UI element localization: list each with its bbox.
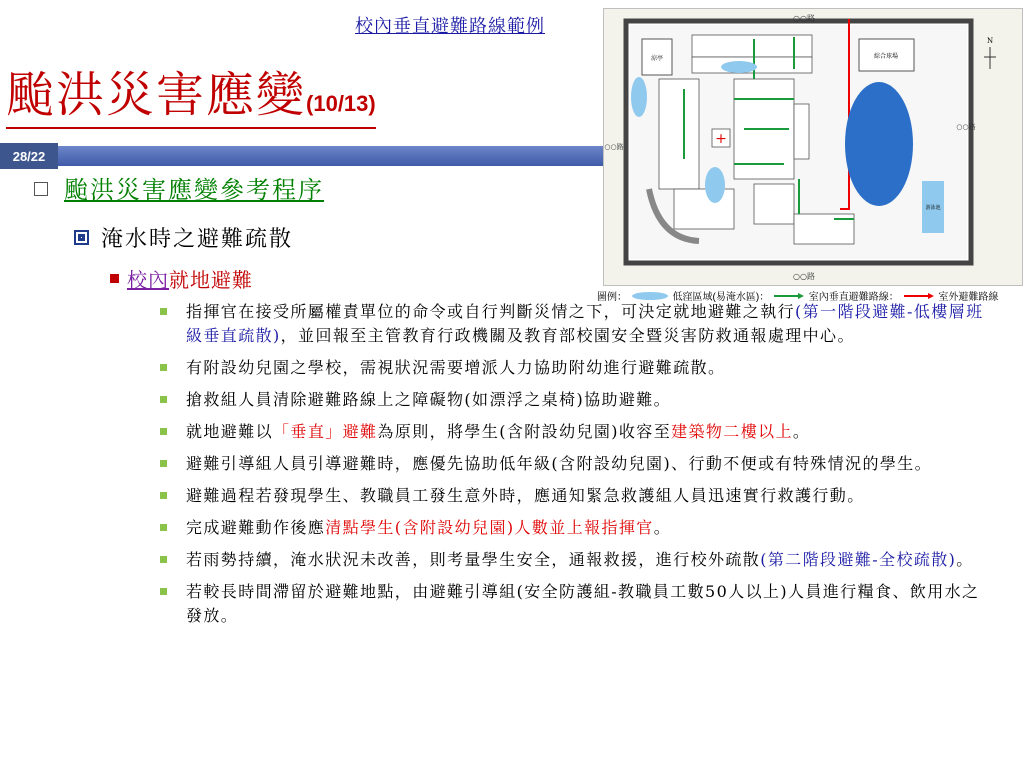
flood-zone-left [631, 77, 647, 117]
procedure-bullet-item [160, 516, 990, 540]
gate-label: 涼亭 [650, 55, 664, 62]
campus-evacuation-map [603, 8, 1023, 286]
procedure-bullet-item [160, 548, 990, 572]
hollow-square-bullet-icon [34, 182, 48, 196]
red-square-bullet-icon [110, 274, 119, 283]
subsection-heading-text: 淹水時之避難疏散 [101, 227, 294, 252]
bullet-text-segment: 。 [956, 550, 974, 569]
bullet-text-segment: (第二階段避難-全校疏散) [760, 550, 957, 569]
road-bottom-label: ○○路 [793, 272, 815, 281]
procedure-bullet-item [160, 300, 990, 348]
subsection-heading [74, 222, 293, 253]
procedure-bullet-item [160, 356, 990, 380]
compass-icon [984, 47, 996, 69]
slide-title [6, 56, 376, 129]
section-heading [34, 170, 324, 205]
campus-map-svg [604, 9, 1022, 285]
running-track [845, 82, 913, 206]
flood-zone-legend-icon [630, 291, 670, 301]
section-heading-text: 颱洪災害應變參考程序 [64, 176, 324, 204]
header-bar [0, 146, 605, 166]
flood-zone-top [721, 61, 757, 73]
evacuation-map-link[interactable]: 校內垂直避難路線範例 [355, 16, 545, 37]
procedure-bullet-item [160, 452, 990, 476]
bullet-text-segment: 就地避難以 [186, 422, 274, 441]
bullet-text-segment: 「垂直」避難 [273, 422, 378, 441]
slide-title-sub: (10/13) [306, 91, 376, 116]
bullet-text-segment: 為原則，將學生(含附設幼兒園)收容至 [377, 422, 672, 441]
bullet-text-segment: 若雨勢持續，淹水狀況未改善，則考量學生安全，通報救援，進行校外疏散 [186, 550, 761, 569]
subsubsection-rest-text: 就地避難 [169, 268, 253, 292]
pool-label: 游泳池 [925, 205, 941, 211]
flood-zone-center [705, 167, 725, 203]
procedure-bullet-item [160, 420, 990, 444]
bullet-text-segment: 。 [653, 518, 672, 537]
map-legend [597, 288, 1024, 302]
compass-north-icon: N [986, 37, 994, 45]
legend-flood: 低窪區域(易淹水區)： [672, 292, 770, 302]
on-campus-link[interactable]: 校內 [127, 268, 169, 292]
vertical-route-legend-icon [772, 291, 806, 301]
legend-prefix: 圖例： [597, 292, 627, 302]
procedure-bullet-item [160, 388, 990, 412]
procedure-bullet-item [160, 484, 990, 508]
legend-outdoor: 室外避難路線 [938, 292, 999, 302]
road-left-label: ○○路 [604, 143, 624, 151]
procedure-bullet-list [160, 300, 990, 636]
bullet-text-segment: (第一階段避難-低樓層班級垂直疏散) [186, 302, 984, 345]
first-aid-icon: + [715, 131, 727, 147]
bullet-text-segment: 避難過程若發現學生、教職員工發生意外時，應通知緊急救護組人員迅速實行救護行動。 [186, 486, 865, 505]
road-top-label: ○○路 [793, 14, 815, 23]
bullet-text-segment: 搶救組人員清除避難路線上之障礙物(如漂浮之桌椅)協助避難。 [186, 390, 672, 409]
page-number-badge: 28/22 [0, 143, 58, 169]
subsubsection-heading [110, 264, 253, 293]
bullet-text-segment: 。 [792, 422, 811, 441]
bullet-text-segment: 有附設幼兒園之學校，需視狀況需要增派人力協助附幼進行避難疏散。 [186, 358, 726, 377]
bullet-text-segment: ，並回報至主管教育行政機關及教育部校園安全暨災害防救通報處理中心。 [280, 326, 855, 345]
bullet-text-segment: 完成避難動作後應 [186, 518, 326, 537]
bullet-text-segment: 建築物二樓以上 [671, 422, 793, 441]
sports-field-label: 綜合球場 [873, 53, 899, 60]
outdoor-route-legend-icon [902, 291, 936, 301]
bullet-text-segment: 指揮官在接受所屬權責單位的命令或自行判斷災情之下，可決定就地避難之執行 [186, 302, 796, 321]
road-right-label: ○○路 [956, 123, 976, 131]
bullet-text-segment: 若較長時間滯留於避難地點，由避難引導組(安全防護組-教職員工數50人以上)人員進行糧食、飲用水之發放。 [186, 582, 980, 625]
slide-title-main: 颱洪災害應變 [6, 67, 307, 123]
square-bullet-icon [74, 230, 89, 245]
legend-vertical: 室內垂直避難路線： [808, 292, 899, 302]
bullet-text-segment: 清點學生(含附設幼兒園)人數並上報指揮官 [325, 518, 654, 537]
bullet-text-segment: 避難引導組人員引導避難時，應優先協助低年級(含附設幼兒園)、行動不便或有特殊情況的學生。 [186, 454, 933, 473]
procedure-bullet-item [160, 580, 990, 628]
